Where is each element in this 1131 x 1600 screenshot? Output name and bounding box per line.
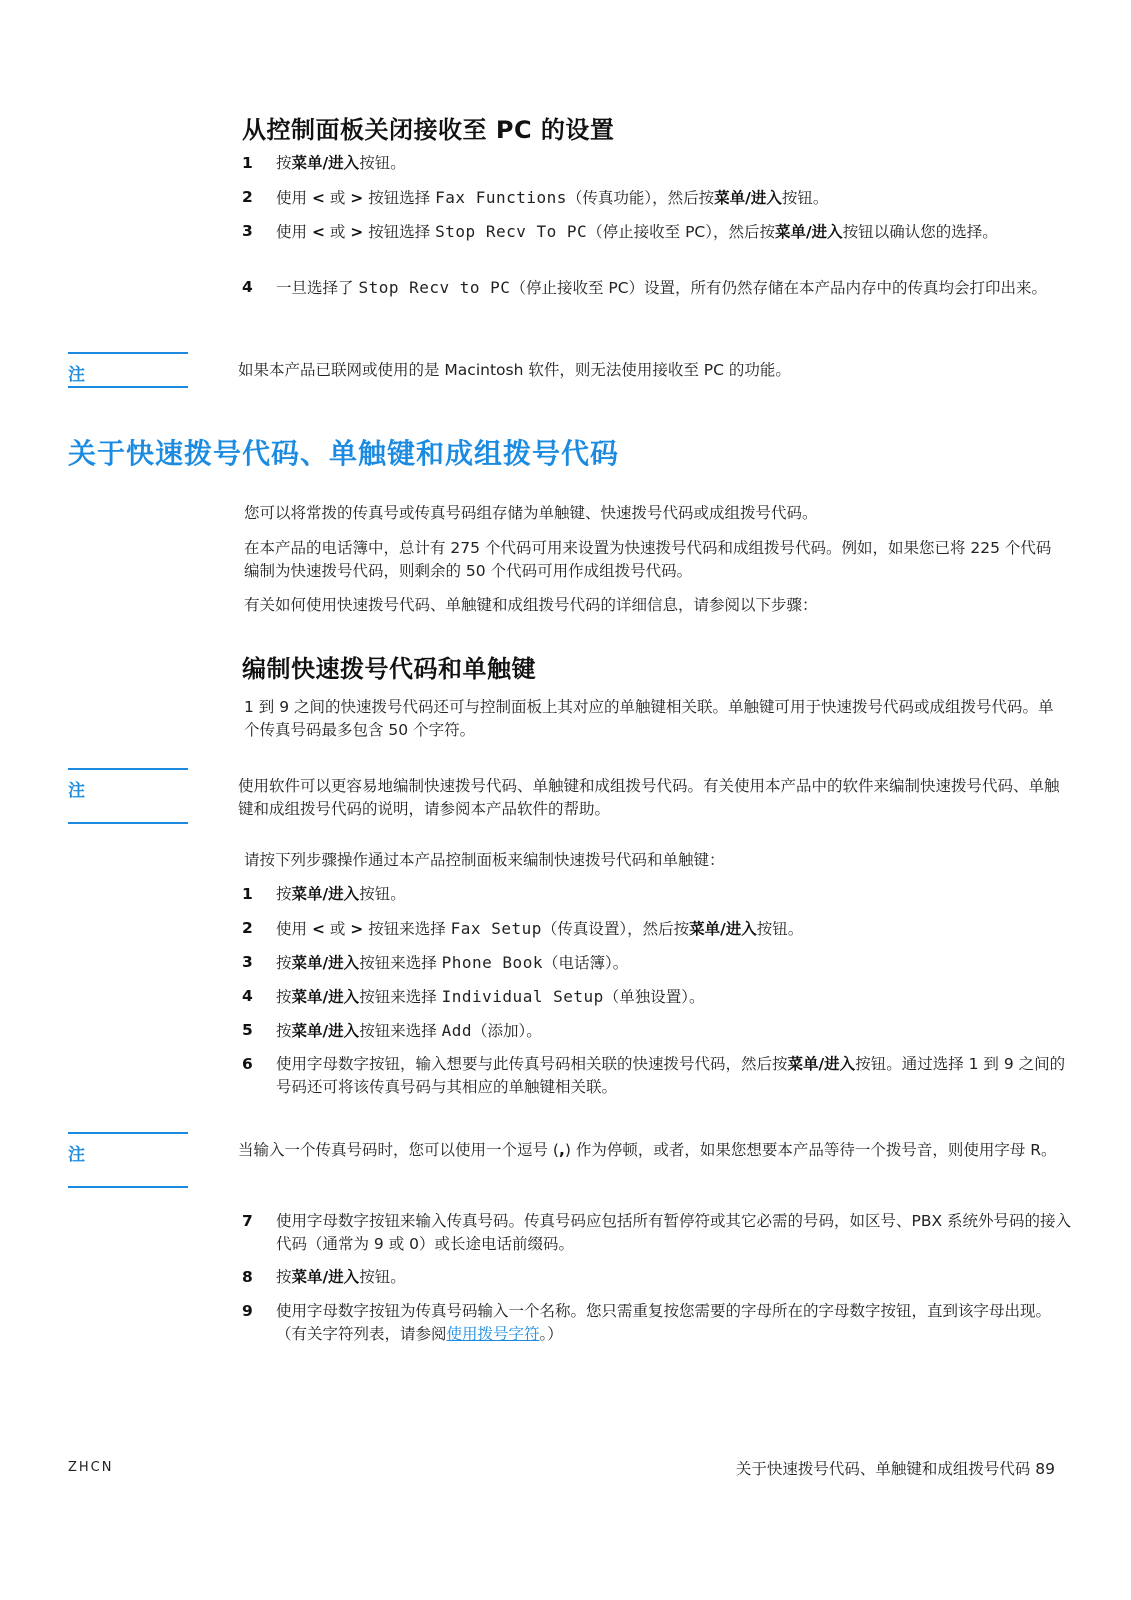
step <box>242 220 1072 244</box>
step-number: 1 <box>242 154 253 172</box>
step-number: 5 <box>242 1021 253 1039</box>
step-number: 3 <box>242 222 253 240</box>
note-rule-bottom <box>68 822 188 824</box>
step <box>242 883 1072 906</box>
step-text: 按菜单/进入按钮。 <box>276 154 406 172</box>
dial-characters-link[interactable]: 使用拨号字符 <box>446 1325 540 1343</box>
step-text: 按菜单/进入按钮。 <box>276 1268 406 1286</box>
step <box>242 186 1072 210</box>
step-text: 使用字母数字按钮，输入想要与此传真号码相关联的快速拨号代码，然后按菜单/进入按钮。通过选择 1 到 9 之间的号码还可将该传真号码与其相应的单触键相关联。 <box>276 1055 1066 1096</box>
step <box>242 1266 1072 1289</box>
footer-locale: ZHCN <box>68 1460 114 1475</box>
note-rule-top <box>68 352 188 354</box>
step-text: 使用字母数字按钮为传真号码输入一个名称。您只需重复按您需要的字母所在的字母数字按钮，直到该字母出现。（有关字符列表，请参阅使用拨号字符。） <box>276 1302 1052 1343</box>
step-number: 9 <box>242 1302 253 1320</box>
note-label: 注 <box>68 781 85 801</box>
step <box>242 1300 1072 1346</box>
step-text: 一旦选择了 Stop Recv to PC（停止接收至 PC）设置，所有仍然存储在本产品内存中的传真均会打印出来。 <box>276 278 1048 297</box>
note-rule-bottom <box>68 386 188 388</box>
step <box>242 951 1072 975</box>
note-rule-bottom <box>68 1186 188 1188</box>
note-text: 如果本产品已联网或使用的是 Macintosh 软件，则无法使用接收至 PC 的功能。 <box>238 361 791 379</box>
chapter-heading-speed-dial: 关于快速拨号代码、单触键和成组拨号代码 <box>68 437 620 470</box>
step-text: 使用字母数字按钮来输入传真号码。传真号码应包括所有暂停符或其它必需的号码，如区号、PBX 系统外号码的接入代码（通常为 9 或 0）或长途电话前缀码。 <box>276 1212 1072 1253</box>
step-text: 使用 < 或 > 按钮来选择 Fax Setup（传真设置），然后按菜单/进入按钮。 <box>276 919 804 938</box>
step <box>242 1053 1072 1099</box>
step-number: 2 <box>242 188 253 206</box>
step-number: 2 <box>242 919 253 937</box>
note-label: 注 <box>68 365 85 385</box>
step <box>242 152 1072 175</box>
step <box>242 276 1072 300</box>
section-heading-program-speed-dial: 编制快速拨号代码和单触键 <box>242 655 536 683</box>
note-rule-top <box>68 1132 188 1134</box>
step-number: 7 <box>242 1212 253 1230</box>
note-label: 注 <box>68 1145 85 1165</box>
step-text: 使用 < 或 > 按钮选择 Fax Functions（传真功能），然后按菜单/进入按钮。 <box>276 188 829 207</box>
step-number: 8 <box>242 1268 253 1286</box>
paragraph: 1 到 9 之间的快速拨号代码还可与控制面板上其对应的单触键相关联。单触键可用于快速拨号代码或成组拨号代码。单个传真号码最多包含 50 个字符。 <box>244 698 1054 739</box>
footer-page-title: 关于快速拨号代码、单触键和成组拨号代码 89 <box>735 1460 1055 1478</box>
step-text: 使用 < 或 > 按钮选择 Stop Recv To PC（停止接收至 PC），然后按菜单/进入按钮以确认您的选择。 <box>276 222 998 241</box>
step-number: 4 <box>242 278 253 296</box>
paragraph: 您可以将常拨的传真号或传真号码组存储为单触键、快速拨号代码或成组拨号代码。 <box>244 504 818 522</box>
paragraph: 请按下列步骤操作通过本产品控制面板来编制快速拨号代码和单触键： <box>244 851 725 869</box>
paragraph: 有关如何使用快速拨号代码、单触键和成组拨号代码的详细信息，请参阅以下步骤： <box>244 596 818 614</box>
step <box>242 1019 1072 1043</box>
step <box>242 917 1072 941</box>
step-number: 6 <box>242 1055 253 1073</box>
step-text: 按菜单/进入按钮。 <box>276 885 406 903</box>
step-number: 3 <box>242 953 253 971</box>
step-number: 1 <box>242 885 253 903</box>
note-text: 当输入一个传真号码时，您可以使用一个逗号 (,) 作为停顿，或者，如果您想要本产品等待一个拨号音，则使用字母 R。 <box>238 1141 1057 1159</box>
note-rule-top <box>68 768 188 770</box>
paragraph: 在本产品的电话簿中，总计有 275 个代码可用来设置为快速拨号代码和成组拨号代码。例如，如果您已将 225 个代码编制为快速拨号代码，则剩余的 50 个代码可用作成组拨号代码。 <box>244 539 1052 580</box>
step-text: 按菜单/进入按钮来选择 Individual Setup（单独设置）。 <box>276 987 705 1006</box>
step-number: 4 <box>242 987 253 1005</box>
step <box>242 1210 1072 1256</box>
step <box>242 985 1072 1009</box>
section-heading-disable-receive-to-pc: 从控制面板关闭接收至 PC 的设置 <box>242 116 615 144</box>
step-text: 按菜单/进入按钮来选择 Phone Book（电话簿）。 <box>276 953 629 972</box>
note-text: 使用软件可以更容易地编制快速拨号代码、单触键和成组拨号代码。有关使用本产品中的软件来编制快速拨号代码、单触键和成组拨号代码的说明，请参阅本产品软件的帮助。 <box>238 777 1060 818</box>
step-text: 按菜单/进入按钮来选择 Add（添加）。 <box>276 1021 542 1040</box>
